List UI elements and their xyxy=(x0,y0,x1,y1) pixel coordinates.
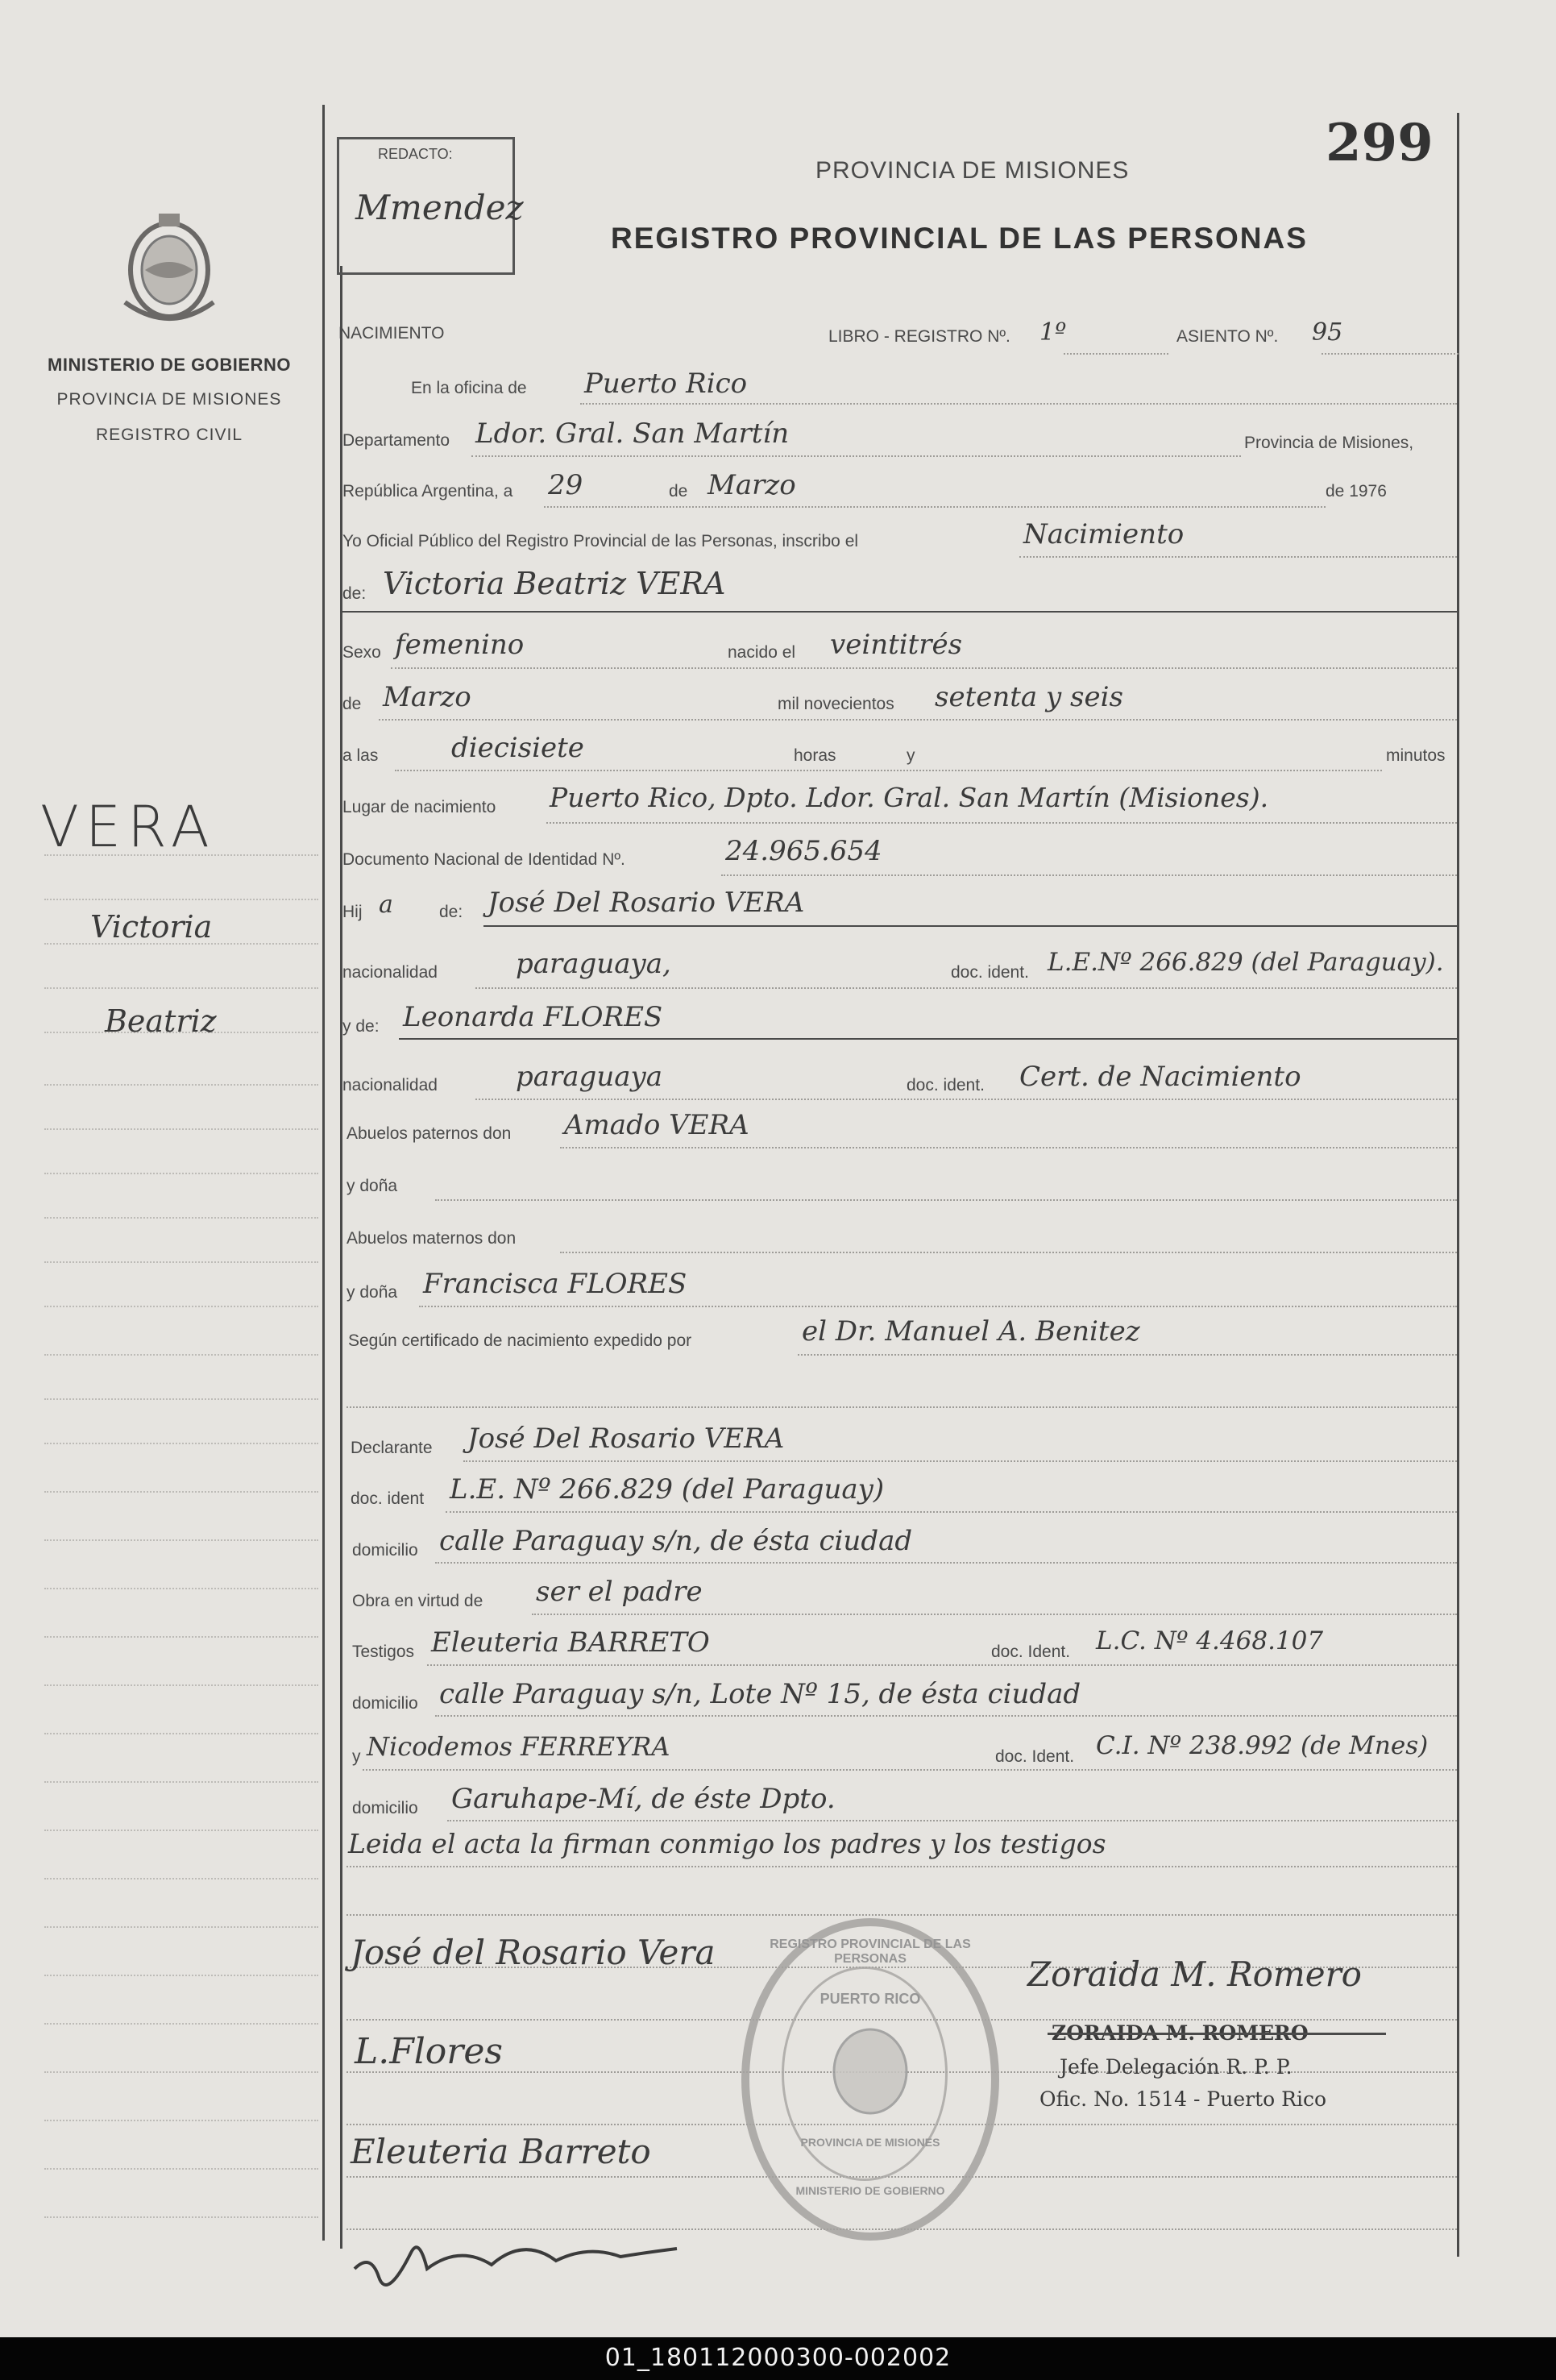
left-margin-line xyxy=(322,105,325,2241)
signature-witness: Eleuteria Barreto xyxy=(351,2132,651,2171)
coat-of-arms-icon xyxy=(109,206,230,334)
y2-label: y xyxy=(352,1747,361,1766)
libro-label: LIBRO - REGISTRO Nº. xyxy=(828,327,1010,346)
seal-inner-text: PUERTO RICO xyxy=(819,1991,921,2007)
abuela-mat-label: y doña xyxy=(346,1283,398,1302)
signature-scribble-icon xyxy=(346,2220,685,2293)
seal-emblem-icon xyxy=(826,2023,915,2120)
lugar-label: Lugar de nacimiento xyxy=(342,798,496,816)
de-father-label: de: xyxy=(439,903,463,921)
header-province: PROVINCIA DE MISIONES xyxy=(815,157,1130,184)
nacido-value: veintitrés xyxy=(830,629,963,661)
yde-label: y de: xyxy=(342,1017,380,1036)
mother-doc-value: Cert. de Nacimiento xyxy=(1019,1061,1301,1093)
day-value: 29 xyxy=(548,469,583,501)
y-label: y xyxy=(907,746,915,765)
testigo1-doc-value: L.C. Nº 4.468.107 xyxy=(1096,1626,1324,1655)
redacto-label: REDACTO: xyxy=(378,146,453,162)
redacto-signature: Mmendez xyxy=(355,188,524,227)
obra-label: Obra en virtud de xyxy=(352,1592,483,1610)
obra-value: ser el padre xyxy=(536,1576,703,1608)
decl-doc-label: doc. ident xyxy=(351,1489,425,1508)
father-doc-label: doc. ident. xyxy=(951,963,1029,982)
de-label: de xyxy=(669,482,688,501)
testigo2-doc-value: C.I. Nº 238.992 (de Mnes) xyxy=(1096,1731,1429,1760)
dni-label: Documento Nacional de Identidad Nº. xyxy=(342,850,625,869)
month2-value: Marzo xyxy=(383,681,471,713)
nacido-label: nacido el xyxy=(728,643,796,662)
departamento-value: Ldor. Gral. San Martín xyxy=(475,417,790,450)
year-label: de 1976 xyxy=(1326,482,1387,501)
mother-value: Leonarda FLORES xyxy=(403,1001,663,1033)
oficial-label: Yo Oficial Público del Registro Provincial de las Personas, inscribo el xyxy=(342,532,859,550)
signature-father: José del Rosario Vera xyxy=(351,1933,716,1972)
departamento-label: Departamento xyxy=(342,431,450,450)
provincia-label: Provincia de Misiones, xyxy=(1244,434,1414,452)
father-value: José Del Rosario VERA xyxy=(488,887,805,919)
testigo1-value: Eleuteria BARRETO xyxy=(431,1626,710,1659)
testigo1-doc-label: doc. Ident. xyxy=(991,1643,1071,1661)
month-value: Marzo xyxy=(707,469,796,501)
abuelos-mat-label: Abuelos maternos don xyxy=(346,1229,517,1248)
father-nac-label: nacionalidad xyxy=(342,963,438,982)
oficina-label: En la oficina de xyxy=(411,379,527,397)
page-title: REGISTRO PROVINCIAL DE LAS PERSONAS xyxy=(611,222,1308,255)
testigo1-dom-label: domicilio xyxy=(352,1694,418,1713)
sexo-label: Sexo xyxy=(342,643,381,662)
officer-signature: Zoraida M. Romero xyxy=(1027,1954,1362,1994)
margin-second-name: Beatriz xyxy=(105,1003,217,1039)
minutos-label: minutos xyxy=(1386,746,1446,765)
horas-label: horas xyxy=(794,746,836,765)
image-footer xyxy=(0,2337,1556,2380)
record-type: NACIMIENTO xyxy=(338,324,445,343)
testigo1-dom-value: calle Paraguay s/n, Lote Nº 15, de ésta ciudad xyxy=(439,1678,1081,1710)
hora-value: diecisiete xyxy=(451,732,584,764)
seal-outer-text: REGISTRO PROVINCIAL DE LAS PERSONAS xyxy=(770,1938,971,1966)
testigo2-dom-value: Garuhape-Mí, de éste Dpto. xyxy=(451,1783,836,1815)
declarante-value: José Del Rosario VERA xyxy=(467,1423,785,1455)
right-margin-line xyxy=(1457,113,1459,2257)
libro-value: 1º xyxy=(1039,318,1067,347)
decl-dom-value: calle Paraguay s/n, de ésta ciudad xyxy=(439,1525,913,1557)
province-label: PROVINCIA DE MISIONES xyxy=(56,390,282,409)
abuelo-pat-value: Amado VERA xyxy=(564,1109,749,1141)
official-seal xyxy=(741,1918,999,2241)
mother-nac-label: nacionalidad xyxy=(342,1076,438,1094)
testigos-label: Testigos xyxy=(352,1643,415,1661)
alas-label: a las xyxy=(342,746,379,765)
margin-first-name: Victoria xyxy=(90,909,213,945)
file-id: 01_180112000300-002002 xyxy=(604,2344,952,2372)
de2-label: de xyxy=(342,695,362,713)
testigo2-value: Nicodemos FERREYRA xyxy=(367,1731,670,1762)
officer-name: ZORAIDA M. ROMERO xyxy=(1052,2021,1309,2045)
seal-bottom-text: PROVINCIA DE MISIONES xyxy=(800,2136,940,2149)
signature-mother: L.Flores xyxy=(355,2031,503,2072)
de-person-label: de: xyxy=(342,584,367,603)
hija-suffix: a xyxy=(379,891,393,919)
margin-surname: VERA xyxy=(40,794,216,860)
certificado-label: Según certificado de nacimiento expedido por xyxy=(348,1331,692,1350)
abuela-pat-label: y doña xyxy=(346,1177,398,1195)
year-words-value: setenta y seis xyxy=(935,681,1123,713)
inner-margin-line xyxy=(340,266,342,2249)
father-nac-value: paraguaya, xyxy=(516,948,671,980)
officer-office: Ofic. No. 1514 - Puerto Rico xyxy=(1039,2087,1326,2111)
decl-dom-label: domicilio xyxy=(352,1541,418,1560)
asiento-label: ASIENTO Nº. xyxy=(1176,327,1279,346)
seal-base-text: MINISTERIO DE GOBIERNO xyxy=(795,2184,945,2197)
acto-value: Nacimiento xyxy=(1023,518,1185,550)
leida-text: Leida el acta la firman conmigo los padres y los testigos xyxy=(348,1828,1106,1859)
redacto-box xyxy=(337,137,524,275)
decl-doc-value: L.E. Nº 266.829 (del Paraguay) xyxy=(450,1473,885,1506)
mother-nac-value: paraguaya xyxy=(516,1061,662,1093)
mother-doc-label: doc. ident. xyxy=(907,1076,985,1094)
father-doc-value: L.E.Nº 266.829 (del Paraguay). xyxy=(1048,948,1444,977)
abuela-mat-value: Francisca FLORES xyxy=(423,1268,687,1300)
sexo-value: femenino xyxy=(395,629,525,661)
asiento-value: 95 xyxy=(1312,318,1343,347)
registry-label: REGISTRO CIVIL xyxy=(95,426,243,444)
officer-title: Jefe Delegación R. P. P. xyxy=(1060,2055,1293,2079)
dni-value: 24.965.654 xyxy=(725,835,882,867)
oficina-value: Puerto Rico xyxy=(584,368,748,400)
person-value: Victoria Beatriz VERA xyxy=(383,566,726,601)
republica-label: República Argentina, a xyxy=(342,482,513,501)
page-number: 299 xyxy=(1326,113,1434,173)
lugar-value: Puerto Rico, Dpto. Ldor. Gral. San Martín (Misiones). xyxy=(550,782,1269,813)
mil-label: mil novecientos xyxy=(778,695,894,713)
ministry-label: MINISTERIO DE GOBIERNO xyxy=(48,355,291,375)
declarante-label: Declarante xyxy=(351,1439,433,1457)
testigo2-doc-label: doc. Ident. xyxy=(995,1747,1075,1766)
testigo2-dom-label: domicilio xyxy=(352,1799,418,1817)
abuelos-pat-label: Abuelos paternos don xyxy=(346,1124,512,1143)
certificado-value: el Dr. Manuel A. Benitez xyxy=(802,1315,1140,1348)
hija-label: Hij xyxy=(342,903,363,921)
